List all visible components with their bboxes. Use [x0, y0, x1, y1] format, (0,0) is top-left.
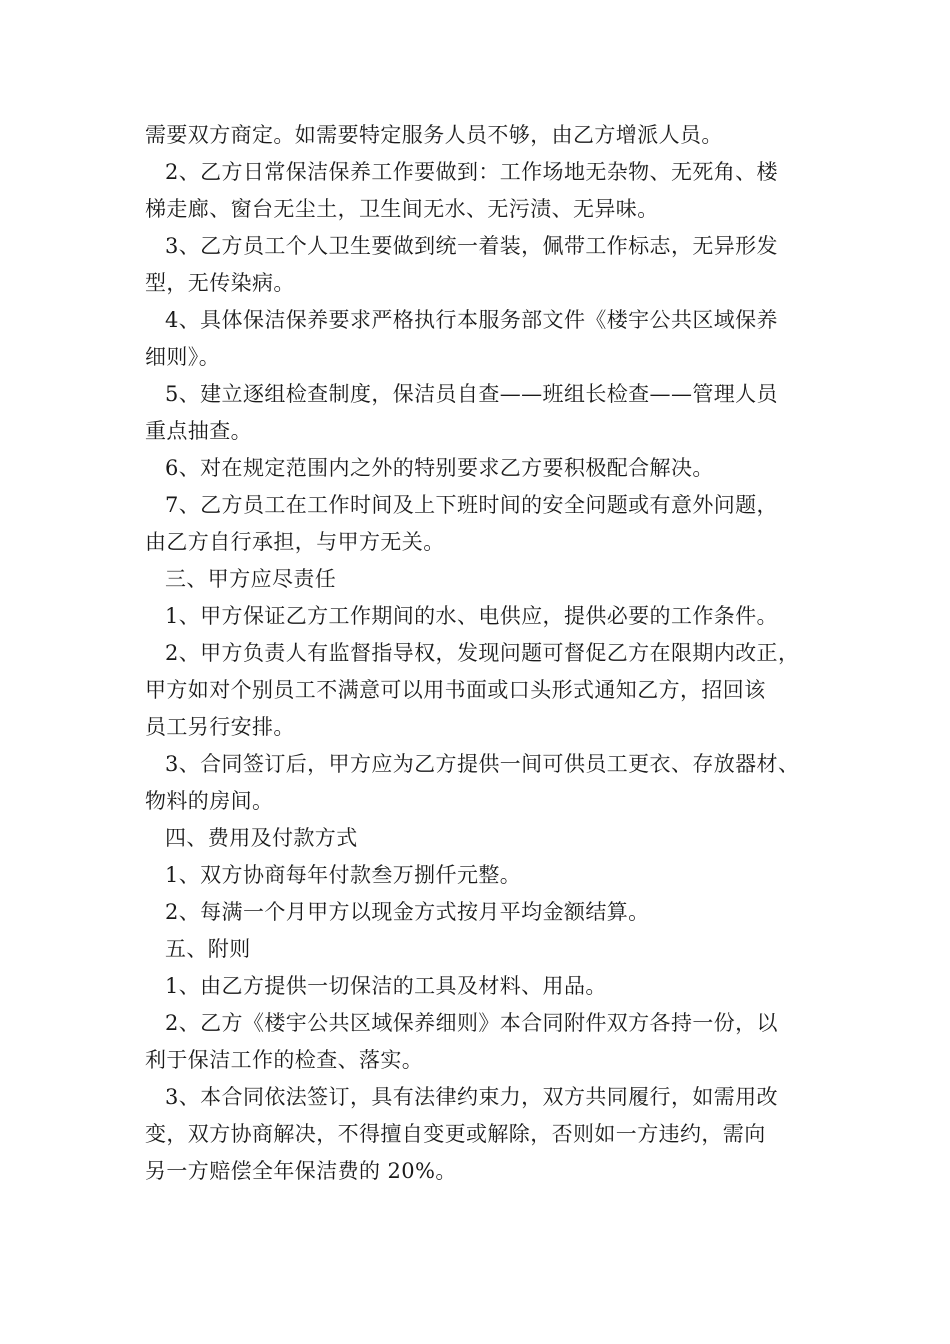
document-body: [145, 117, 825, 1190]
text-line: 梯走廊、窗台无尘土，卫生间无水、无污渍、无异味。: [145, 197, 659, 221]
text-line: 2、乙方《楼宇公共区域保养细则》本合同附件双方各持一份，以: [165, 1011, 778, 1035]
text-line: 3、本合同依法签订，具有法律约束力，双方共同履行，如需用改: [165, 1085, 778, 1109]
text-line: 物料的房间。: [145, 789, 274, 813]
text-line: 1、由乙方提供一切保洁的工具及材料、用品。: [165, 974, 607, 998]
text-line: 2、乙方日常保洁保养工作要做到：工作场地无杂物、无死角、楼: [165, 160, 778, 184]
text-line: 1、双方协商每年付款叁万捌仟元整。: [165, 863, 522, 887]
text-line: 4、具体保洁保养要求严格执行本服务部文件《楼宇公共区域保养: [165, 308, 778, 332]
text-line: 利于保洁工作的检查、落实。: [145, 1048, 424, 1072]
text-line: 2、甲方负责人有监督指导权，发现问题可督促乙方在限期内改正，: [165, 641, 800, 665]
text-line: 重点抽查。: [145, 419, 252, 443]
text-line: 3、乙方员工个人卫生要做到统一着装，佩带工作标志，无异形发: [165, 234, 778, 258]
text-line: 1、甲方保证乙方工作期间的水、电供应，提供必要的工作条件。: [165, 604, 778, 628]
section-heading: 四、费用及付款方式: [165, 826, 358, 850]
text-line: 员工另行安排。: [145, 715, 295, 739]
text-line: 细则》。: [145, 345, 221, 369]
text-line: 由乙方自行承担，与甲方无关。: [145, 530, 445, 554]
text-line: 5、建立逐组检查制度，保洁员自查——班组长检查——管理人员: [165, 382, 778, 406]
text-line: 甲方如对个别员工不满意可以用书面或口头形式通知乙方，招回该: [145, 678, 766, 702]
text-line: 2、每满一个月甲方以现金方式按月平均金额结算。: [165, 900, 650, 924]
text-line: 3、合同签订后，甲方应为乙方提供一间可供员工更衣、存放器材、: [165, 752, 800, 776]
text-line: 7、乙方员工在工作时间及上下班时间的安全问题或有意外问题，: [165, 493, 778, 517]
text-line: 另一方赔偿全年保洁费的 20%。: [145, 1159, 457, 1183]
text-line: 变，双方协商解决，不得擅自变更或解除，否则如一方违约，需向: [145, 1122, 766, 1146]
section-heading: 五、附则: [165, 937, 251, 961]
text-line: 6、对在规定范围内之外的特别要求乙方要积极配合解决。: [165, 456, 714, 480]
text-line: 需要双方商定。如需要特定服务人员不够，由乙方增派人员。: [145, 123, 723, 147]
text-line: 型，无传染病。: [145, 271, 295, 295]
section-heading: 三、甲方应尽责任: [165, 567, 337, 591]
